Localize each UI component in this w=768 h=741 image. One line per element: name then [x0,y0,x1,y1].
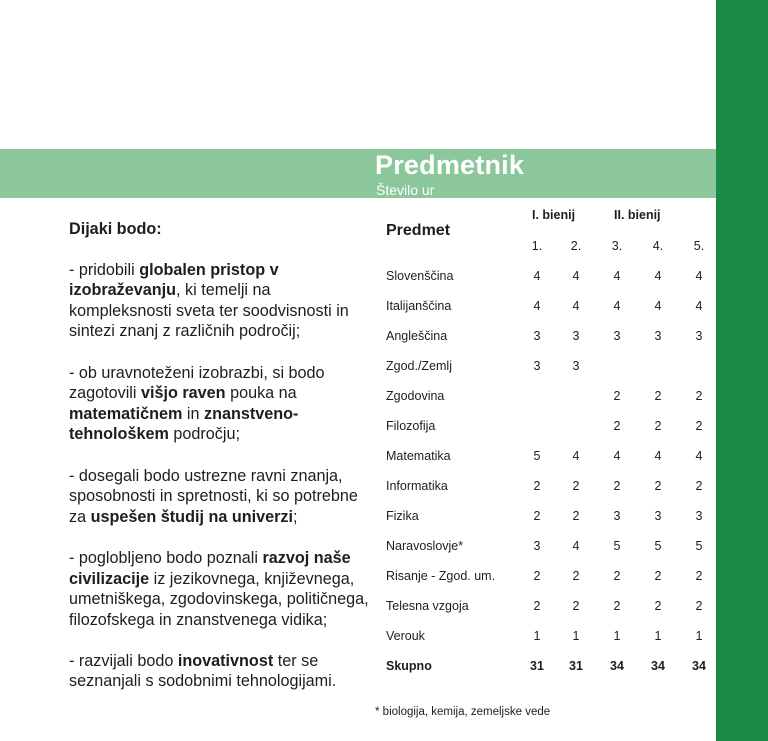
hours-year-3: 5 [613,539,621,553]
goal-2-bold-f: znanstveno-tehnološkem [69,404,299,444]
hours-year-3: 4 [613,449,621,463]
table-row [386,539,716,559]
subject-name: Zgodovina [386,389,445,403]
hours-year-1: 1 [533,629,541,643]
hours-year-4: 3 [654,509,662,523]
subject-name: Verouk [386,629,425,643]
goals-intro: Dijaki bodo: [69,220,162,238]
green-sidebar-strip [716,0,768,741]
hours-year-3: 1 [613,629,621,643]
hours-year-3: 2 [613,419,621,433]
goal-1 [69,260,369,342]
subject-name: Filozofija [386,419,436,433]
table-row [386,299,716,319]
hours-year-4: 2 [654,479,662,493]
hours-year-4: 4 [654,449,662,463]
hours-year-4: 4 [654,299,662,313]
hours-year-1: 2 [533,599,541,613]
goal-4-text-a: - poglobljeno bodo poznali [69,548,263,567]
goal-5 [69,651,369,692]
hours-year-2: 2 [572,569,580,583]
goal-4 [69,548,369,630]
hours-year-4: 4 [654,269,662,283]
hours-year-5: 2 [695,569,703,583]
table-total-row [386,659,716,679]
page-title: Predmetnik [375,150,525,180]
goal-3-text-c: ; [293,507,298,526]
subject-name: Slovenščina [386,269,454,283]
hours-year-2: 4 [572,269,580,283]
subject-name: Risanje - Zgod. um. [386,569,496,583]
hours-year-3: 2 [613,569,621,583]
hours-year-4: 2 [654,389,662,403]
table-year-2: 2. [570,239,582,253]
goal-3-text-a: - dosegali bodo ustrezne ravni znanja, sposobnosti in spretnosti, ki so potrebne za [69,466,358,526]
table-group-2-header: II. bienij [614,208,661,222]
hours-year-4: 3 [654,329,662,343]
hours-year-2: 2 [572,599,580,613]
hours-year-1: 3 [533,329,541,343]
goal-5-bold: inovativnost [177,651,274,670]
hours-year-5: 3 [695,509,703,523]
hours-year-4: 2 [654,599,662,613]
hours-year-1: 2 [533,569,541,583]
goal-2-bold-b: višjo raven [140,384,226,403]
table-year-1: 1. [531,239,543,253]
table-row [386,569,716,589]
goal-1-text-c: , ki temelji na kompleksnosti sveta ter soodvisnosti in sintezi znanj z različnih področij; [69,281,349,341]
table-year-5: 5. [693,239,705,253]
hours-year-5: 4 [695,299,703,313]
goal-1-bold: globalen pristop v izobraževanju [69,260,279,300]
hours-year-1: 3 [533,539,541,553]
table-year-3: 3. [611,239,623,253]
table-row [386,329,716,349]
hours-year-5: 3 [695,329,703,343]
hours-year-1: 4 [533,269,541,283]
hours-year-5: 34 [692,659,706,673]
hours-year-2: 2 [572,509,580,523]
hours-year-3: 2 [613,599,621,613]
goal-3-bold: uspešen študij na univerzi [90,507,294,526]
table-row [386,389,716,409]
table-row [386,419,716,439]
hours-year-5: 2 [695,599,703,613]
subject-name: Fizika [386,509,419,523]
hours-year-4: 2 [654,569,662,583]
subject-name: Zgod./Zemlj [386,359,452,373]
table-group-1-header: I. bienij [532,208,576,222]
table-row [386,599,716,619]
goal-4-bold: razvoj naše civilizacije [69,548,351,588]
hours-year-4: 34 [651,659,665,673]
goal-2-text-e: in [182,404,204,423]
hours-year-1: 3 [533,359,541,373]
goal-3 [69,466,369,528]
table-row [386,269,716,289]
table-row [386,449,716,469]
goals-text [69,219,369,713]
subject-name: Angleščina [386,329,448,343]
footnote: * biologija, kemija, zemeljske vede [375,706,551,718]
page-subtitle: Število ur [376,182,435,198]
hours-year-3: 3 [613,509,621,523]
hours-year-3: 34 [610,659,624,673]
hours-year-5: 4 [695,269,703,283]
subject-name: Italijanščina [386,299,452,313]
goal-2-text-a: - ob uravnoteženi izobrazbi, si bodo zagotovili [69,363,325,403]
subject-name: Matematika [386,449,451,463]
hours-year-1: 2 [533,479,541,493]
goal-2-text-c: pouka na [225,384,297,403]
hours-year-2: 4 [572,539,580,553]
subject-name: Telesna vzgoja [386,599,469,613]
hours-year-5: 5 [695,539,703,553]
hours-year-1: 31 [530,659,544,673]
hours-year-4: 2 [654,419,662,433]
hours-year-3: 3 [613,329,621,343]
hours-year-2: 2 [572,479,580,493]
hours-year-4: 5 [654,539,662,553]
table-subject-header: Predmet [386,222,451,239]
hours-year-5: 2 [695,389,703,403]
hours-year-3: 4 [613,299,621,313]
hours-year-2: 3 [572,359,580,373]
hours-year-2: 4 [572,299,580,313]
total-label: Skupno [386,659,432,673]
table-row [386,359,716,379]
goal-1-text-a: - pridobili [69,260,140,279]
hours-year-5: 2 [695,479,703,493]
goal-2-text-g: področju; [168,425,240,444]
hours-year-5: 4 [695,449,703,463]
hours-year-2: 31 [569,659,583,673]
hours-year-1: 2 [533,509,541,523]
table-row [386,629,716,649]
hours-year-2: 4 [572,449,580,463]
hours-year-2: 3 [572,329,580,343]
hours-year-5: 1 [695,629,703,643]
subject-name: Naravoslovje* [386,539,464,553]
goal-4-text-c: iz jezikovnega, književnega, umetniškega, zgodovinskega, političnega, filozofskega in znanstvenega vidika; [69,569,369,629]
goal-2 [69,363,369,445]
header-band [0,149,716,198]
goal-2-bold-d: matematičnem [69,404,183,423]
table-row [386,509,716,529]
hours-year-5: 2 [695,419,703,433]
table-year-4: 4. [652,239,664,253]
goal-5-text-c: ter se seznanjali s sodobnimi tehnologijami. [69,651,337,691]
hours-year-3: 2 [613,389,621,403]
hours-year-4: 1 [654,629,662,643]
hours-year-3: 4 [613,269,621,283]
hours-year-3: 2 [613,479,621,493]
hours-year-1: 4 [533,299,541,313]
goal-5-text-a: - razvijali bodo [69,651,178,670]
table-row [386,479,716,499]
hours-year-1: 5 [533,449,541,463]
subject-name: Informatika [386,479,448,493]
hours-year-2: 1 [572,629,580,643]
